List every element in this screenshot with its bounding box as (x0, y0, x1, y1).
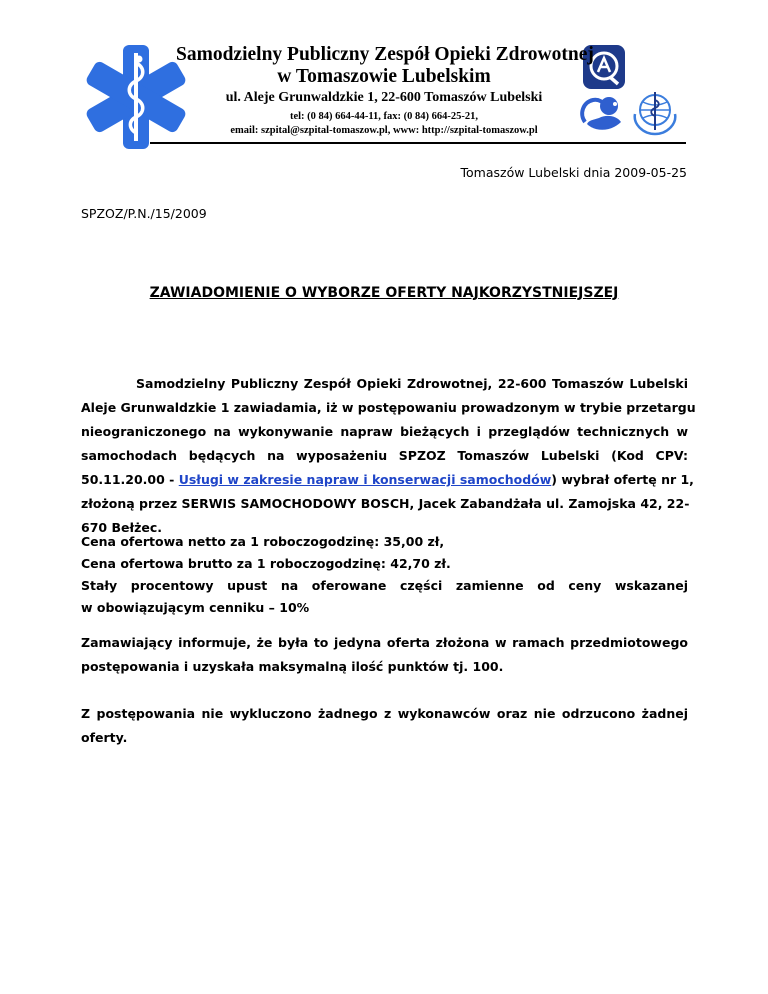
info-line: postępowania i uzyskała maksymalną ilość punktów tj. 100. (81, 659, 504, 674)
document-reference: SPZOZ/P.N./15/2009 (81, 206, 207, 221)
notice-line: nieograniczonego na wykonywanie napraw bieżących i przeglądów technicznych w (81, 424, 688, 439)
net-price-line: Cena ofertowa netto za 1 roboczogodzinę: 35,00 zł, (81, 534, 445, 549)
document-date: Tomaszów Lubelski dnia 2009-05-25 (460, 165, 687, 180)
document-title: ZAWIADOMIENIE O WYBORZE OFERTY NAJKORZYSTNIEJSZEJ (149, 285, 619, 301)
selected-offer: ) wybrał ofertę nr 1, (551, 472, 694, 487)
exclusion-paragraph (81, 702, 688, 750)
price-paragraph (81, 531, 688, 619)
exclusion-line: oferty. (81, 730, 128, 745)
star-of-life-logo (84, 44, 188, 150)
notice-paragraph (81, 372, 696, 540)
discount-line: Stały procentowy upust na oferowane części zamienne od ceny wskazanej (81, 578, 688, 593)
discount-value-line: w obowiązującym cenniku – 10% (81, 600, 310, 615)
organization-address: ul. Aleje Grunwaldzkie 1, 22-600 Tomaszów Lubelski (225, 90, 543, 105)
notice-line: Samodzielny Publiczny Zespół Opieki Zdrowotnej, 22-600 Tomaszów Lubelski (136, 376, 688, 391)
gross-price-line: Cena ofertowa brutto za 1 roboczogodzinę: 42,70 zł. (81, 556, 451, 571)
exclusion-line: Z postępowania nie wykluczono żadnego z wykonawców oraz nie odrzucono żadnej (81, 706, 688, 721)
notice-line: złożoną przez SERWIS SAMOCHODOWY BOSCH, Jacek Zabandżała ul. Zamojska 42, 22- (81, 496, 690, 511)
notice-line: 670 Bełżec. (81, 520, 162, 535)
notice-line: samochodach będących na wyposażeniu SPZOZ Tomaszów Lubelski (Kod CPV: (81, 448, 688, 463)
notice-line-cpv (81, 468, 694, 492)
who-emblem-icon (629, 88, 681, 138)
organization-city: w Tomaszowie Lubelskim (277, 66, 491, 87)
organization-email-web: email: szpital@szpital-tomaszow.pl, www: http://szpital-tomaszow.pl (230, 125, 538, 136)
organization-phone: tel: (0 84) 664-44-11, fax: (0 84) 664-25-21, (289, 111, 479, 122)
organization-name: Samodzielny Publiczny Zespół Opieki Zdrowotnej (176, 44, 594, 65)
letterhead-divider (150, 142, 686, 144)
cpv-code: 50.11.20.00 - (81, 472, 179, 487)
info-line: Zamawiający informuje, że była to jedyna oferta złożona w ramach przedmiotowego (81, 635, 688, 650)
cpv-service-link[interactable]: Usługi w zakresie napraw i konserwacji samochodów (178, 472, 552, 487)
notice-line: Aleje Grunwaldzkie 1 zawiadamia, iż w postępowaniu prowadzonym w trybie przetargu (81, 400, 696, 415)
info-paragraph (81, 631, 688, 679)
